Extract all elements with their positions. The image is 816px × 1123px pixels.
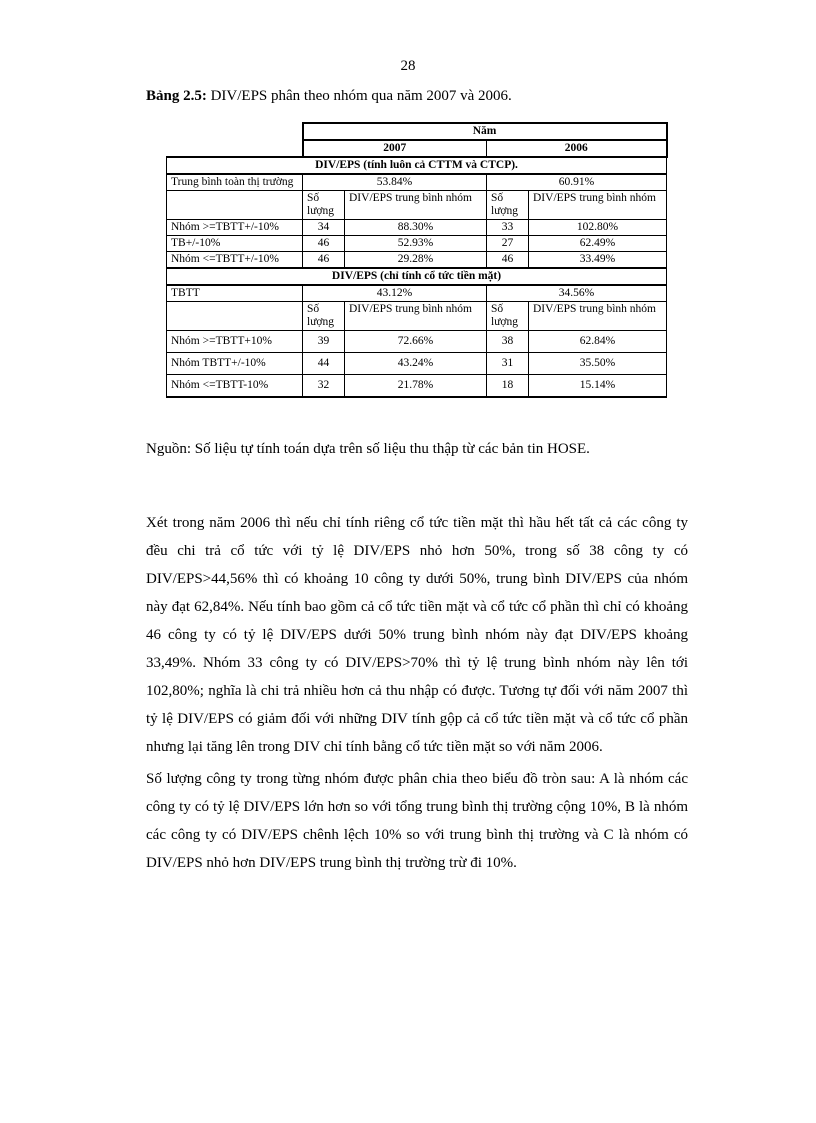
row-value-2006: 62.84% [529, 331, 667, 353]
row-value-2006: 35.50% [529, 353, 667, 375]
row-value-2007: 43.24% [345, 353, 487, 375]
section1-avg-2006: 60.91% [487, 174, 667, 191]
row-count-2007: 46 [303, 236, 345, 252]
col-count-2007: Số lượng [303, 302, 345, 331]
table-row [167, 252, 667, 269]
row-label: Nhóm <=TBTT-10% [167, 375, 303, 398]
section2-avg-2007: 43.12% [303, 285, 487, 302]
row-value-2007: 21.78% [345, 375, 487, 398]
page-number: 28 [400, 58, 416, 74]
row-count-2006: 38 [487, 331, 529, 353]
caption-text: DIV/EPS phân theo nhóm qua năm 2007 và 2006. [206, 88, 512, 104]
table-source-note: Nguồn: Số liệu tự tính toán dựa trên số liệu thu thập từ các bản tin HOSE. [146, 441, 590, 457]
section1-avg-row [167, 174, 667, 191]
paragraph-text: Xét trong năm 2006 thì nếu chỉ tính riêng cổ tức tiền mặt thì hầu hết tất cả các công ty đều chi trả cổ tức với tỷ lệ DIV/EPS nhỏ hơn 50%, trong số 38 công ty có DIV/EPS>44,56% thì có khoảng 10 công ty dưới 50%, trung bình DIV/EPS của nhóm này đạt 62,84%. Nếu tính bao gồm cả cổ tức tiền mặt và cổ tức cổ phần thì chỉ có khoảng 46 công ty có tỷ lệ DIV/EPS dưới 50% trung bình nhóm này đạt DIV/EPS khoảng 33,49%. Nhóm 33 công ty có DIV/EPS>70% thì tỷ lệ trung bình nhóm này lên tới 102,80%; nghĩa là chi trả nhiều hơn cả thu nhập có được. Tương tự đối với năm 2007 thì tỷ lệ DIV/EPS có giảm đối với những DIV tính gộp cả cổ tức tiền mặt và cổ tức cổ phần nhưng lại tăng lên trong DIV chỉ tính bằng cổ tức tiền mặt so với năm 2006. [146, 515, 688, 755]
row-count-2007: 32 [303, 375, 345, 398]
row-value-2006: 62.49% [529, 236, 667, 252]
row-value-2006: 33.49% [529, 252, 667, 269]
col-avg-2007: DIV/EPS trung bình nhóm [345, 191, 487, 220]
section1-avg-2007: 53.84% [303, 174, 487, 191]
row-count-2006: 46 [487, 252, 529, 269]
header-row-year [167, 123, 667, 140]
col-count-2006: Số lượng [487, 191, 529, 220]
col-avg-2006: DIV/EPS trung bình nhóm [529, 302, 667, 331]
row-value-2007: 52.93% [345, 236, 487, 252]
body-paragraph-2 [146, 765, 688, 877]
row-count-2006: 31 [487, 353, 529, 375]
row-count-2006: 27 [487, 236, 529, 252]
row-count-2006: 33 [487, 220, 529, 236]
row-value-2006: 15.14% [529, 375, 667, 398]
header-2007: 2007 [303, 140, 487, 157]
body-paragraph-1 [146, 509, 688, 761]
header-2006: 2006 [487, 140, 667, 157]
row-value-2007: 88.30% [345, 220, 487, 236]
row-value-2007: 29.28% [345, 252, 487, 269]
header-year: Năm [303, 123, 667, 140]
row-count-2007: 44 [303, 353, 345, 375]
paragraph-text: Số lượng công ty trong từng nhóm được phân chia theo biểu đồ tròn sau: A là nhóm các công ty có tỷ lệ DIV/EPS lớn hơn so với tổng trung bình thị trường cộng 10%, B là nhóm các công ty có DIV/EPS chênh lệch 10% so với trung bình thị trường và C là nhóm có DIV/EPS nhỏ hơn DIV/EPS trung bình thị trường trừ đi 10%. [146, 771, 688, 871]
section1-subheader-row [167, 191, 667, 220]
row-count-2007: 34 [303, 220, 345, 236]
header-row-years [167, 140, 667, 157]
table-caption [146, 88, 512, 105]
section2-avg-2006: 34.56% [487, 285, 667, 302]
table-row [167, 220, 667, 236]
col-avg-2007: DIV/EPS trung bình nhóm [345, 302, 487, 331]
row-count-2006: 18 [487, 375, 529, 398]
div-eps-table [166, 122, 668, 398]
table-row [167, 331, 667, 353]
caption-label: Bảng 2.5: [146, 88, 207, 104]
row-value-2006: 102.80% [529, 220, 667, 236]
row-label: Nhóm <=TBTT+/-10% [167, 252, 303, 269]
row-value-2007: 72.66% [345, 331, 487, 353]
row-label: Nhóm TBTT+/-10% [167, 353, 303, 375]
col-count-2007: Số lượng [303, 191, 345, 220]
table-row [167, 236, 667, 252]
section2-title: DIV/EPS (chỉ tính cổ tức tiền mặt) [167, 268, 667, 285]
row-label: Nhóm >=TBTT+10% [167, 331, 303, 353]
col-avg-2006: DIV/EPS trung bình nhóm [529, 191, 667, 220]
section2-avg-label: TBTT [167, 285, 303, 302]
section2-subheader-row [167, 302, 667, 331]
col-count-2006: Số lượng [487, 302, 529, 331]
section1-title: DIV/EPS (tính luôn cả CTTM và CTCP). [167, 157, 667, 174]
row-count-2007: 46 [303, 252, 345, 269]
section1-avg-label: Trung bình toàn thị trường [167, 174, 303, 191]
table-row [167, 353, 667, 375]
row-label: Nhóm >=TBTT+/-10% [167, 220, 303, 236]
table-row [167, 375, 667, 398]
row-count-2007: 39 [303, 331, 345, 353]
row-label: TB+/-10% [167, 236, 303, 252]
section2-avg-row [167, 285, 667, 302]
